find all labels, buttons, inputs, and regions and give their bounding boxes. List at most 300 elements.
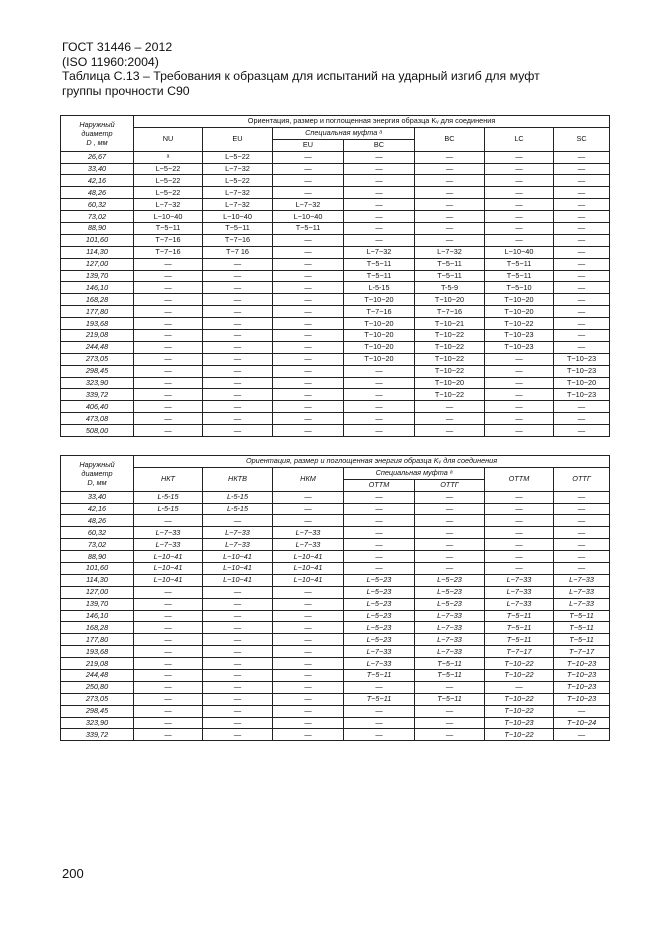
diameter-cell: 168,28	[61, 622, 134, 634]
value-cell: —	[203, 622, 273, 634]
value-cell: L−5−22	[134, 187, 203, 199]
value-cell: —	[554, 306, 610, 318]
value-cell: T−10−24	[554, 717, 610, 729]
diameter-cell: 250,80	[61, 681, 134, 693]
value-cell: T−5−11	[273, 223, 344, 235]
value-cell: —	[554, 199, 610, 211]
table-row	[61, 574, 610, 586]
value-cell: —	[203, 282, 273, 294]
value-cell: L-5-15	[344, 282, 415, 294]
value-cell: —	[554, 705, 610, 717]
value-cell: —	[273, 413, 344, 425]
value-cell: —	[554, 211, 610, 223]
value-cell: —	[344, 175, 415, 187]
page-number: 200	[62, 866, 84, 881]
diameter-cell: 193,68	[61, 646, 134, 658]
value-cell: T−5−11	[485, 622, 554, 634]
value-cell: —	[344, 234, 415, 246]
value-cell: —	[203, 389, 273, 401]
col-header: НКТВ	[203, 467, 273, 491]
value-cell: —	[203, 586, 273, 598]
table-row	[61, 598, 610, 610]
value-cell: —	[203, 729, 273, 741]
value-cell: L-5-15	[134, 503, 203, 515]
value-cell: L−7−33	[554, 598, 610, 610]
value-cell: L−7−32	[203, 163, 273, 175]
diameter-cell: 244,48	[61, 341, 134, 353]
value-cell: T−10−20	[344, 318, 415, 330]
table-row	[61, 365, 610, 377]
value-cell: —	[415, 401, 485, 413]
value-cell: T−10−23	[554, 353, 610, 365]
col-header: ОТТМ	[485, 467, 554, 491]
value-cell: —	[554, 151, 610, 163]
diameter-cell: 219,08	[61, 658, 134, 670]
impact-table-gost	[60, 455, 610, 741]
value-cell: —	[344, 527, 415, 539]
diameter-cell: 114,30	[61, 574, 134, 586]
value-cell: T−10−21	[415, 318, 485, 330]
value-cell: —	[273, 353, 344, 365]
value-cell: T−5−11	[485, 270, 554, 282]
table-row	[61, 187, 610, 199]
value-cell: L−7−33	[203, 539, 273, 551]
diameter-cell: 323,90	[61, 377, 134, 389]
value-cell: —	[415, 187, 485, 199]
value-cell: —	[485, 151, 554, 163]
value-cell: —	[344, 515, 415, 527]
value-cell: —	[134, 365, 203, 377]
value-cell: —	[273, 270, 344, 282]
table-row	[61, 151, 610, 163]
value-cell: T−10−20	[344, 341, 415, 353]
value-cell: T−10−22	[415, 389, 485, 401]
value-cell: L−5−23	[344, 598, 415, 610]
col-header: ОТТГ	[415, 479, 485, 491]
value-cell: L−10−41	[134, 574, 203, 586]
value-cell: —	[415, 503, 485, 515]
value-cell: —	[134, 729, 203, 741]
value-cell: —	[134, 705, 203, 717]
col-header: ОТТМ	[344, 479, 415, 491]
value-cell: T−10−23	[554, 365, 610, 377]
value-cell: —	[273, 318, 344, 330]
value-cell: —	[134, 294, 203, 306]
value-cell: —	[415, 563, 485, 575]
table-row	[61, 705, 610, 717]
table-row	[61, 246, 610, 258]
value-cell: —	[485, 365, 554, 377]
value-cell: —	[273, 515, 344, 527]
value-cell: L−7−32	[415, 246, 485, 258]
dimension-header: Наружный диаметр D, мм	[61, 456, 134, 492]
value-cell: —	[554, 258, 610, 270]
table-row	[61, 563, 610, 575]
value-cell: —	[134, 270, 203, 282]
table-row	[61, 515, 610, 527]
value-cell: —	[344, 563, 415, 575]
table-row	[61, 551, 610, 563]
value-cell: L−10−41	[203, 574, 273, 586]
value-cell: —	[134, 598, 203, 610]
value-cell: —	[134, 717, 203, 729]
value-cell: L−7−33	[134, 527, 203, 539]
value-cell: —	[485, 551, 554, 563]
value-cell: T−10−20	[344, 294, 415, 306]
value-cell: T−10−20	[415, 294, 485, 306]
value-cell: —	[485, 515, 554, 527]
value-cell: —	[485, 377, 554, 389]
value-cell: —	[415, 211, 485, 223]
value-cell: —	[344, 223, 415, 235]
value-cell: —	[273, 294, 344, 306]
table-row	[61, 539, 610, 551]
value-cell: —	[485, 389, 554, 401]
diameter-cell: 48,26	[61, 187, 134, 199]
table-row	[61, 693, 610, 705]
value-cell: T−5−11	[344, 693, 415, 705]
value-cell: —	[415, 223, 485, 235]
table-row	[61, 681, 610, 693]
value-cell: —	[203, 670, 273, 682]
value-cell: —	[273, 717, 344, 729]
value-cell: —	[415, 491, 485, 503]
value-cell: —	[203, 258, 273, 270]
value-cell: T−5−11	[485, 258, 554, 270]
diameter-cell: 101,60	[61, 234, 134, 246]
value-cell: —	[273, 681, 344, 693]
value-cell: L−7−33	[485, 574, 554, 586]
value-cell: L−10−40	[273, 211, 344, 223]
value-cell: L−7−33	[554, 574, 610, 586]
value-cell: —	[134, 401, 203, 413]
diameter-cell: 42,16	[61, 503, 134, 515]
diameter-cell: 33,40	[61, 163, 134, 175]
value-cell: —	[203, 515, 273, 527]
value-cell: T−10−22	[415, 365, 485, 377]
value-cell: L−7−33	[485, 586, 554, 598]
value-cell: T−7 16	[203, 246, 273, 258]
value-cell: T−5−10	[485, 282, 554, 294]
diameter-cell: 406,40	[61, 401, 134, 413]
value-cell: —	[273, 234, 344, 246]
table-row	[61, 717, 610, 729]
col-header: НКМ	[273, 467, 344, 491]
table-row	[61, 306, 610, 318]
value-cell: —	[203, 413, 273, 425]
value-cell: —	[203, 610, 273, 622]
diameter-cell: 508,00	[61, 425, 134, 437]
value-cell: L−5−22	[203, 151, 273, 163]
diameter-cell: 127,00	[61, 586, 134, 598]
value-cell: L−10−41	[203, 551, 273, 563]
value-cell: L−10−41	[134, 563, 203, 575]
value-cell: —	[344, 491, 415, 503]
value-cell: —	[134, 377, 203, 389]
value-cell: T−5−11	[554, 610, 610, 622]
value-cell: —	[344, 425, 415, 437]
value-cell: —	[554, 491, 610, 503]
diameter-cell: 473,08	[61, 413, 134, 425]
table-row	[61, 353, 610, 365]
value-cell: —	[134, 610, 203, 622]
orientation-header: Ориентация, размер и поглощенная энергия образца Kᵥ для соединения	[134, 456, 610, 468]
value-cell: —	[203, 330, 273, 342]
value-cell: —	[203, 270, 273, 282]
value-cell: —	[344, 717, 415, 729]
value-cell: —	[134, 634, 203, 646]
diameter-cell: 244,48	[61, 670, 134, 682]
value-cell: —	[554, 163, 610, 175]
value-cell: —	[134, 413, 203, 425]
value-cell: T−10−23	[554, 389, 610, 401]
value-cell: —	[485, 539, 554, 551]
value-cell: —	[415, 717, 485, 729]
value-cell: L−5−23	[415, 586, 485, 598]
value-cell: —	[344, 681, 415, 693]
value-cell: —	[554, 234, 610, 246]
value-cell: ᵃ	[134, 151, 203, 163]
value-cell: —	[134, 586, 203, 598]
table-row	[61, 163, 610, 175]
value-cell: T−5−11	[485, 610, 554, 622]
col-header: ОТТГ	[554, 467, 610, 491]
value-cell: —	[203, 306, 273, 318]
value-cell: —	[485, 163, 554, 175]
table-row	[61, 646, 610, 658]
value-cell: T−5−11	[415, 270, 485, 282]
value-cell: L−5−23	[415, 574, 485, 586]
value-cell: —	[203, 634, 273, 646]
table-caption-cont: группы прочности С90	[62, 83, 190, 98]
value-cell: T−7−16	[344, 306, 415, 318]
value-cell: T−5−11	[485, 634, 554, 646]
value-cell: —	[554, 413, 610, 425]
value-cell: —	[203, 681, 273, 693]
table-row	[61, 389, 610, 401]
col-header: LC	[485, 127, 554, 151]
value-cell: T−10−22	[415, 330, 485, 342]
value-cell: L−5−23	[344, 574, 415, 586]
value-cell: L−7−33	[415, 610, 485, 622]
value-cell: —	[485, 413, 554, 425]
value-cell: L−7−33	[554, 586, 610, 598]
value-cell: —	[344, 365, 415, 377]
table-row	[61, 211, 610, 223]
value-cell: T−10−22	[485, 318, 554, 330]
col-header: EU	[203, 127, 273, 151]
value-cell: —	[273, 622, 344, 634]
value-cell: —	[415, 413, 485, 425]
col-header: НКТ	[134, 467, 203, 491]
col-header: SC	[554, 127, 610, 151]
orientation-header: Ориентация, размер и поглощенная энергия образца Kᵥ для соединения	[134, 116, 610, 128]
value-cell: —	[203, 294, 273, 306]
value-cell: —	[344, 413, 415, 425]
value-cell: —	[554, 318, 610, 330]
table-row	[61, 425, 610, 437]
diameter-cell: 114,30	[61, 246, 134, 258]
value-cell: —	[273, 598, 344, 610]
value-cell: —	[134, 693, 203, 705]
value-cell: —	[203, 341, 273, 353]
value-cell: —	[554, 515, 610, 527]
value-cell: L−5−22	[203, 175, 273, 187]
value-cell: T−5−11	[415, 693, 485, 705]
value-cell: —	[273, 306, 344, 318]
value-cell: —	[485, 401, 554, 413]
value-cell: —	[134, 670, 203, 682]
value-cell: —	[134, 353, 203, 365]
value-cell: L−7−32	[203, 199, 273, 211]
value-cell: —	[485, 187, 554, 199]
value-cell: —	[273, 503, 344, 515]
table-row	[61, 413, 610, 425]
diameter-cell: 298,45	[61, 365, 134, 377]
value-cell: —	[273, 389, 344, 401]
value-cell: T−10−23	[554, 693, 610, 705]
value-cell: T−7−16	[134, 246, 203, 258]
table-row	[61, 527, 610, 539]
diameter-cell: 73,02	[61, 211, 134, 223]
value-cell: —	[554, 527, 610, 539]
value-cell: T−10−22	[485, 670, 554, 682]
diameter-cell: 273,05	[61, 693, 134, 705]
value-cell: —	[415, 163, 485, 175]
value-cell: —	[203, 353, 273, 365]
value-cell: —	[203, 658, 273, 670]
value-cell: L−5−22	[134, 175, 203, 187]
value-cell: —	[273, 586, 344, 598]
value-cell: —	[554, 223, 610, 235]
diameter-cell: 139,70	[61, 598, 134, 610]
value-cell: —	[415, 527, 485, 539]
diameter-cell: 219,08	[61, 330, 134, 342]
value-cell: L−7−32	[203, 187, 273, 199]
value-cell: —	[203, 377, 273, 389]
value-cell: L−5−23	[344, 634, 415, 646]
value-cell: —	[134, 306, 203, 318]
diameter-cell: 88,90	[61, 551, 134, 563]
value-cell: —	[344, 551, 415, 563]
value-cell: —	[134, 681, 203, 693]
value-cell: —	[485, 425, 554, 437]
value-cell: L−5−23	[344, 586, 415, 598]
value-cell: —	[344, 163, 415, 175]
diameter-cell: 60,32	[61, 527, 134, 539]
value-cell: —	[554, 503, 610, 515]
value-cell: —	[485, 234, 554, 246]
value-cell: L−10−41	[273, 574, 344, 586]
value-cell: —	[344, 389, 415, 401]
value-cell: T−7−16	[134, 234, 203, 246]
value-cell: —	[344, 377, 415, 389]
value-cell: T−10−22	[485, 693, 554, 705]
diameter-cell: 177,80	[61, 306, 134, 318]
value-cell: T−10−20	[415, 377, 485, 389]
value-cell: —	[273, 646, 344, 658]
value-cell: —	[415, 175, 485, 187]
value-cell: —	[344, 199, 415, 211]
value-cell: T−5−11	[554, 634, 610, 646]
value-cell: —	[273, 425, 344, 437]
value-cell: —	[273, 693, 344, 705]
value-cell: T−10−23	[485, 330, 554, 342]
value-cell: L−7−32	[344, 246, 415, 258]
impact-table-api	[60, 115, 610, 437]
value-cell: —	[203, 318, 273, 330]
col-header: BC	[344, 139, 415, 151]
document-header	[62, 40, 622, 98]
table-row	[61, 318, 610, 330]
value-cell: L−7−33	[485, 598, 554, 610]
value-cell: —	[203, 365, 273, 377]
value-cell: T−10−20	[554, 377, 610, 389]
value-cell: —	[554, 282, 610, 294]
value-cell: —	[134, 515, 203, 527]
value-cell: —	[203, 646, 273, 658]
value-cell: —	[134, 389, 203, 401]
value-cell: —	[273, 282, 344, 294]
value-cell: —	[415, 729, 485, 741]
value-cell: L−10−40	[485, 246, 554, 258]
value-cell: —	[554, 539, 610, 551]
value-cell: —	[554, 187, 610, 199]
table-row	[61, 622, 610, 634]
value-cell: —	[203, 693, 273, 705]
diameter-cell: 177,80	[61, 634, 134, 646]
value-cell: L−7−33	[273, 539, 344, 551]
value-cell: T-5-9	[415, 282, 485, 294]
diameter-cell: 273,05	[61, 353, 134, 365]
diameter-cell: 48,26	[61, 515, 134, 527]
value-cell: —	[485, 527, 554, 539]
diameter-cell: 168,28	[61, 294, 134, 306]
value-cell: L−7−33	[134, 539, 203, 551]
col-header: NU	[134, 127, 203, 151]
value-cell: L−7−33	[415, 646, 485, 658]
value-cell: —	[273, 258, 344, 270]
value-cell: —	[134, 622, 203, 634]
diameter-cell: 88,90	[61, 223, 134, 235]
value-cell: —	[554, 425, 610, 437]
value-cell: —	[344, 401, 415, 413]
value-cell: T−10−22	[485, 658, 554, 670]
value-cell: T−7−16	[203, 234, 273, 246]
value-cell: T−7−17	[554, 646, 610, 658]
value-cell: L−7−33	[344, 658, 415, 670]
value-cell: —	[554, 294, 610, 306]
value-cell: L−10−41	[273, 563, 344, 575]
table-row	[61, 503, 610, 515]
value-cell: T−7−17	[485, 646, 554, 658]
diameter-cell: 146,10	[61, 282, 134, 294]
value-cell: —	[273, 705, 344, 717]
value-cell: T−5−11	[203, 223, 273, 235]
value-cell: —	[554, 563, 610, 575]
table-row	[61, 199, 610, 211]
value-cell: T−5−11	[344, 670, 415, 682]
value-cell: L−7−33	[415, 634, 485, 646]
value-cell: —	[415, 705, 485, 717]
table-row	[61, 223, 610, 235]
value-cell: T−10−20	[344, 353, 415, 365]
value-cell: —	[203, 598, 273, 610]
value-cell: T−5−11	[344, 258, 415, 270]
value-cell: —	[485, 199, 554, 211]
value-cell: —	[134, 282, 203, 294]
value-cell: —	[134, 258, 203, 270]
